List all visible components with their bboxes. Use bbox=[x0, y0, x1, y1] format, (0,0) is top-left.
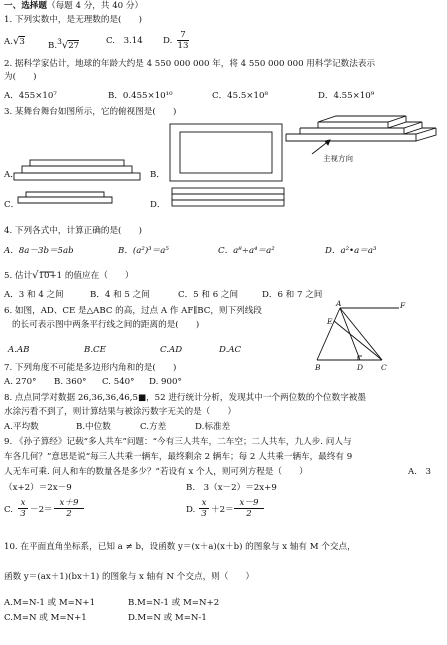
q10-stem-line2: 函数 y＝(ax＋1)(bx＋1) 的图象与 x 轴有 N 个交点，则（ ） bbox=[4, 572, 255, 582]
q7-option-c: C. 540° bbox=[102, 377, 135, 387]
q7-stem: 7. 下列角度不可能是多边形内角和的是( ) bbox=[4, 363, 177, 373]
q2-option-c: C．45.5×10⁸ bbox=[212, 91, 268, 101]
q6-option-d: D.AC bbox=[219, 345, 242, 355]
q6-label-d: D bbox=[357, 363, 364, 372]
q9-option-b: B. 3（x－2）＝2x+9 bbox=[186, 483, 277, 493]
q3-option-c-figure bbox=[18, 192, 112, 203]
q6-option-c: C.AD bbox=[160, 345, 183, 355]
q10-option-a: A.M=N-1 或 M=N+1 bbox=[4, 598, 96, 608]
q1-option-d-letter: D. bbox=[163, 36, 173, 46]
q8-option-b: B.中位数 bbox=[76, 422, 111, 432]
q4-stem: 4. 下列各式中，计算正确的是( ) bbox=[4, 226, 142, 236]
q3-option-d-figure bbox=[172, 188, 284, 206]
q6-label-a: A bbox=[336, 299, 342, 308]
q9-stem-line3: 人无车可乘. 问人和车的数量各是多少？”若设有 x 个人，则可列方程是（ ） bbox=[4, 467, 308, 477]
q2-stem-line2: 为( ) bbox=[4, 72, 37, 82]
q9-option-d-fraction1: $\frac{x}{3}$ bbox=[199, 498, 209, 519]
q1-option-d-fraction: $\frac{7}{13}$ bbox=[177, 30, 189, 51]
q3-option-b: B． bbox=[150, 170, 165, 180]
q7-option-d: D. 900° bbox=[149, 377, 182, 387]
q9-option-d-fraction2: $\frac{x-9}{2}$ bbox=[234, 498, 264, 519]
q10-option-d: D.M=N 或 M=N-1 bbox=[128, 613, 207, 623]
q6-label-e: E bbox=[327, 317, 333, 326]
q3-option-c: C． bbox=[4, 200, 20, 210]
q9-option-c-fraction2: $\frac{x+9}{2}$ bbox=[54, 498, 84, 519]
q3-option-b-figure bbox=[170, 124, 282, 181]
q4-option-c: C．a⁸÷a⁴＝a² bbox=[218, 246, 275, 256]
q6-option-a: A.AB bbox=[8, 345, 30, 355]
q5-option-d: D．6 和 7 之间 bbox=[262, 290, 323, 300]
q9-option-d-letter: D. bbox=[186, 505, 196, 515]
q3-option-a: A． bbox=[4, 170, 19, 180]
q6-stem-line2: 的长可表示图中两条平行线之间的距离的是( ) bbox=[12, 320, 200, 330]
q3-stage-figure bbox=[286, 116, 436, 154]
q9-stem-line1: 9. 《孙子算经》记载“多人共车”问题：“今有三人共车，二车空；二人共车，九人步. 问人与 bbox=[4, 437, 352, 447]
q5-option-b: B．4 和 5 之间 bbox=[90, 290, 150, 300]
q4-option-b: B．(a²)³＝a⁵ bbox=[118, 246, 169, 256]
q6-label-b: B bbox=[315, 363, 321, 372]
q9-option-c-letter: C. bbox=[4, 505, 14, 515]
q1-option-b: B.$^3$√27 bbox=[48, 37, 80, 51]
q2-stem-line1: 2. 据科学家估计，地球的年龄大约是 4 550 000 000 年，将 4 550 000 000 用科学记数法表示 bbox=[4, 59, 376, 69]
q6-label-c: C bbox=[381, 363, 387, 372]
q2-option-b: B．0.455×10¹⁰ bbox=[108, 91, 173, 101]
q7-option-a: A. 270° bbox=[4, 377, 37, 387]
q6-label-f: F bbox=[400, 301, 406, 310]
q8-stem-line1: 8. 点点同学对数据 26,36,36,46,5■，52 进行统计分析，发现其中一个两位数的个位数字被墨 bbox=[4, 393, 366, 403]
q3-option-a-figure bbox=[14, 160, 140, 180]
q8-option-a: A.平均数 bbox=[4, 422, 39, 432]
q9-option-c-fraction1: $\frac{x}{3}$ bbox=[18, 498, 28, 519]
q9-option-a-lead: A. 3 bbox=[408, 467, 431, 477]
q3-stem: 3. 某舞台舞台如图所示，它的俯视图是( ) bbox=[4, 107, 177, 117]
q8-option-c: C.方差 bbox=[140, 422, 167, 432]
q2-option-d: D．4.55×10⁹ bbox=[318, 91, 375, 101]
q6-option-b: B.CE bbox=[84, 345, 106, 355]
q8-option-d: D.标准差 bbox=[195, 422, 231, 432]
section-title: 一、选择题（每题 4 分，共 40 分） bbox=[4, 1, 144, 11]
q9-option-a-continued: （x+2）＝2x－9 bbox=[4, 483, 72, 493]
q3-option-d: D． bbox=[150, 200, 166, 210]
q9-option-c-middle: －2＝ bbox=[30, 505, 53, 515]
q4-option-d: D．a²•a＝a³ bbox=[325, 246, 377, 256]
q7-option-b: B. 360° bbox=[54, 377, 87, 387]
q6-stem-line1: 6. 如图，AD、CE 是△ABC 的高，过点 A 作 AF∥BC，则下列线段 bbox=[4, 306, 262, 316]
q4-option-a: A．8a－3b＝5ab bbox=[4, 246, 74, 256]
q9-option-d-middle: ＋2＝ bbox=[211, 505, 234, 515]
q8-stem-line2: 水涂污看不到了，则计算结果与被涂污数字无关的是（ ） bbox=[4, 407, 237, 417]
q9-stem-line2: 车各几何？”意思是说“每三人共乘一辆车，最终剩余 2 辆车；每 2 人共乘一辆车，最终有 9 bbox=[4, 452, 353, 462]
q5-stem: 5. 估计√10+1 的值应在（ ） bbox=[4, 270, 134, 281]
q10-stem-line1: 10. 在平面直角坐标系，已知 a ≠ b，设函数 y＝(x＋a)(x＋b) 的图象与 x 轴有 M 个交点， bbox=[4, 542, 356, 552]
q2-option-a: A．455×10⁷ bbox=[4, 91, 57, 101]
q5-option-c: C．5 和 6 之间 bbox=[178, 290, 239, 300]
q1-option-c: C. 3.14 bbox=[106, 36, 143, 46]
q1-stem: 1. 下列实数中，是无理数的是( ) bbox=[4, 15, 142, 25]
q10-option-c: C.M=N 或 M=N+1 bbox=[4, 613, 87, 623]
q10-option-b: B.M=N-1 或 M=N+2 bbox=[128, 598, 220, 608]
q3-view-direction-label: 主视方向 bbox=[323, 154, 353, 163]
q1-option-a: A.√3 bbox=[4, 36, 25, 47]
q5-option-a: A．3 和 4 之间 bbox=[4, 290, 64, 300]
